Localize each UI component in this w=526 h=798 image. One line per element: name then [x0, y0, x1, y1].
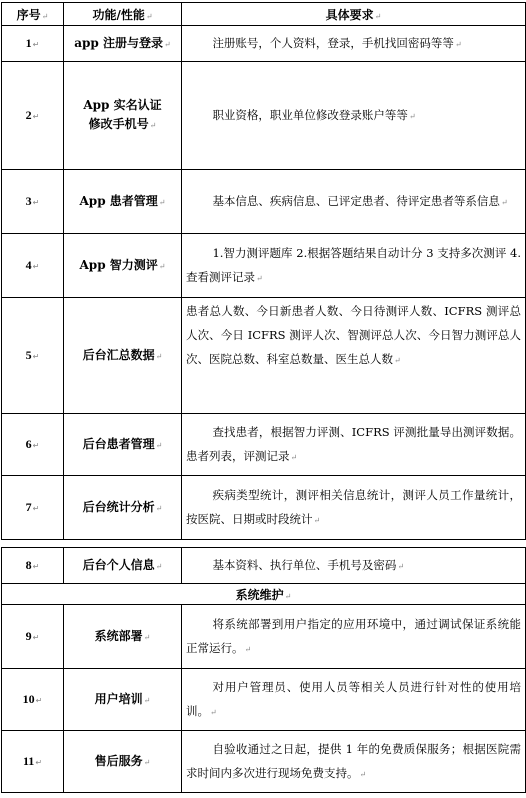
section-title: 系统维护↵ [2, 584, 526, 605]
requirements-table-top [1, 2, 526, 540]
table-row [2, 731, 526, 793]
table-row [2, 414, 526, 476]
table-row [2, 298, 526, 414]
row-function: 用户培训↵ [64, 669, 182, 731]
row-requirement: 基本信息、疾病信息、已评定患者、待评定患者等系信息↵ [182, 170, 526, 234]
row-requirement: 1.智力测评题库 2.根据答题结果自动计分 3 支持多次测评 4.查看测评记录↵ [182, 234, 526, 298]
row-number: 1↵ [2, 26, 64, 62]
row-number: 6↵ [2, 414, 64, 476]
row-number: 5↵ [2, 298, 64, 414]
row-requirement: 对用户管理员、使用人员等相关人员进行针对性的使用培训。↵ [182, 669, 526, 731]
row-number: 8↵ [2, 548, 64, 584]
row-number: 4↵ [2, 234, 64, 298]
row-function: app 注册与登录↵ [64, 26, 182, 62]
row-requirement: 疾病类型统计，测评相关信息统计，测评人员工作量统计，按医院、日期或时段统计↵ [182, 476, 526, 540]
table-row [2, 548, 526, 584]
row-requirement: 患者总人数、今日新患者人数、今日待测评人数、ICFRS 测评总人次、今日 ICFRS 测评人次、智测评总人次、今日智力测评总人次、医院总数、科室总数量、医生总人数↵ [182, 298, 526, 414]
section-row [2, 584, 526, 605]
row-function: 后台汇总数据↵ [64, 298, 182, 414]
table-row [2, 669, 526, 731]
table-row [2, 26, 526, 62]
row-function: 系统部署↵ [64, 605, 182, 669]
table-row [2, 234, 526, 298]
header-requirement: 具体要求↵ [182, 3, 526, 26]
row-function: 后台统计分析↵ [64, 476, 182, 540]
row-requirement: 注册账号，个人资料，登录，手机找回密码等等↵ [182, 26, 526, 62]
row-requirement: 基本资料、执行单位、手机号及密码↵ [182, 548, 526, 584]
row-requirement: 自验收通过之日起，提供 1 年的免费质保服务；根据医院需求时间内多次进行现场免费支持。↵ [182, 731, 526, 793]
row-requirement: 职业资格，职业单位修改登录账户等等↵ [182, 62, 526, 170]
row-requirement: 查找患者，根据智力评测、ICFRS 评测批量导出测评数据。患者列表，评测记录↵ [182, 414, 526, 476]
table-row [2, 476, 526, 540]
row-function: 售后服务↵ [64, 731, 182, 793]
row-number: 10↵ [2, 669, 64, 731]
row-function: App 实名认证修改手机号↵ [64, 62, 182, 170]
row-function: App 患者管理↵ [64, 170, 182, 234]
row-function: App 智力测评↵ [64, 234, 182, 298]
row-function: 后台患者管理↵ [64, 414, 182, 476]
row-number: 9↵ [2, 605, 64, 669]
table-row [2, 170, 526, 234]
row-number: 11↵ [2, 731, 64, 793]
header-function: 功能/性能↵ [64, 3, 182, 26]
table-row [2, 605, 526, 669]
row-number: 3↵ [2, 170, 64, 234]
row-function: 后台个人信息↵ [64, 548, 182, 584]
header-index: 序号↵ [2, 3, 64, 26]
row-number: 2↵ [2, 62, 64, 170]
requirements-table-bottom [1, 547, 526, 793]
row-number: 7↵ [2, 476, 64, 540]
row-requirement: 将系统部署到用户指定的应用环境中，通过调试保证系统能正常运行。↵ [182, 605, 526, 669]
header-row [2, 3, 526, 26]
table-row [2, 62, 526, 170]
